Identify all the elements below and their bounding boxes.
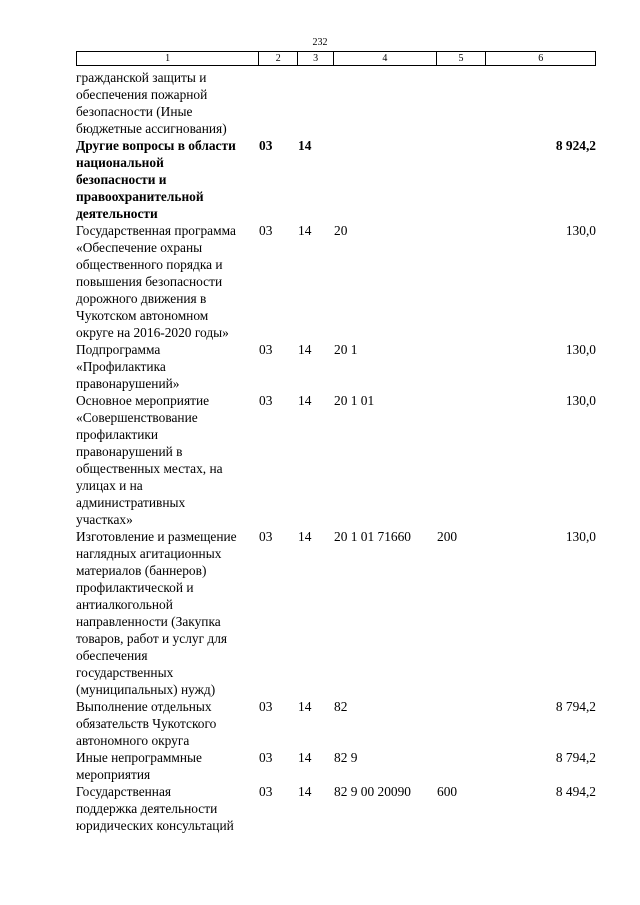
table-row (76, 222, 596, 341)
row-name: Государственная поддержка деятельности юридических консультаций (76, 784, 234, 833)
table-row (76, 392, 596, 528)
header-col-5: 5 (437, 52, 487, 65)
row-target-article: 82 (334, 699, 348, 714)
row-amount: 130,0 (565, 342, 596, 357)
table-row (76, 69, 596, 137)
row-amount: 8 794,2 (555, 750, 596, 765)
row-amount: 8 494,2 (555, 784, 596, 799)
row-name: Изготовление и размещение наглядных агитационных материалов (баннеров) профилактической и антиалкогольной направленности (Закупка товаров, работ и услуг для обеспечения государственных (муниципальных) нужд) (76, 529, 237, 697)
header-col-1: 1 (77, 52, 259, 65)
row-name: Подпрограмма «Профилактика правонарушений» (76, 342, 180, 391)
table-row (76, 749, 596, 783)
row-name: Основное мероприятие «Совершенствование профилактики правонарушений в общественных местах, на улицах и на административных участках» (76, 393, 223, 527)
row-subsection: 14 (298, 784, 312, 799)
row-section: 03 (259, 699, 273, 714)
row-subsection: 14 (298, 699, 312, 714)
row-target-article: 20 1 01 (334, 393, 375, 408)
row-section: 03 (259, 784, 273, 799)
row-subsection: 14 (298, 138, 312, 153)
row-name: Государственная программа «Обеспечение охраны общественного порядка и повышения безопасности дорожного движения в Чукотском автономном округе на 2016-2020 годы» (76, 223, 236, 340)
row-name: Иные непрограммные мероприятия (76, 750, 202, 782)
header-col-4: 4 (334, 52, 437, 65)
row-expense-type: 600 (437, 784, 458, 799)
row-section: 03 (259, 223, 273, 238)
row-name: Другие вопросы в области национальной безопасности и правоохранительной деятельности (76, 138, 236, 221)
table-row (76, 698, 596, 749)
row-section: 03 (259, 393, 273, 408)
row-amount: 8 794,2 (555, 699, 596, 714)
row-subsection: 14 (298, 750, 312, 765)
row-subsection: 14 (298, 529, 312, 544)
table-row (76, 137, 596, 222)
row-target-article: 20 1 01 71660 (334, 529, 411, 544)
row-target-article: 82 9 00 20090 (334, 784, 411, 799)
header-col-2: 2 (259, 52, 298, 65)
row-section: 03 (259, 750, 273, 765)
row-subsection: 14 (298, 342, 312, 357)
row-section: 03 (259, 529, 273, 544)
table-header (76, 51, 596, 66)
table-row (76, 341, 596, 392)
page-number: 232 (312, 37, 328, 48)
row-expense-type: 200 (437, 529, 458, 544)
table-row (76, 783, 596, 834)
row-amount: 130,0 (565, 529, 596, 544)
table-body (76, 69, 596, 834)
header-col-3: 3 (298, 52, 334, 65)
row-amount: 8 924,2 (555, 138, 596, 153)
row-amount: 130,0 (565, 393, 596, 408)
row-name: гражданской защиты и обеспечения пожарной безопасности (Иные бюджетные ассигнования) (76, 70, 227, 136)
row-section: 03 (259, 342, 273, 357)
row-subsection: 14 (298, 223, 312, 238)
row-subsection: 14 (298, 393, 312, 408)
table-row (76, 528, 596, 698)
row-target-article: 20 1 (334, 342, 358, 357)
row-target-article: 82 9 (334, 750, 358, 765)
row-target-article: 20 (334, 223, 348, 238)
header-col-6: 6 (538, 53, 544, 64)
row-name: Выполнение отдельных обязательств Чукотского автономного округа (76, 699, 217, 748)
row-section: 03 (259, 138, 273, 153)
row-amount: 130,0 (565, 223, 596, 238)
